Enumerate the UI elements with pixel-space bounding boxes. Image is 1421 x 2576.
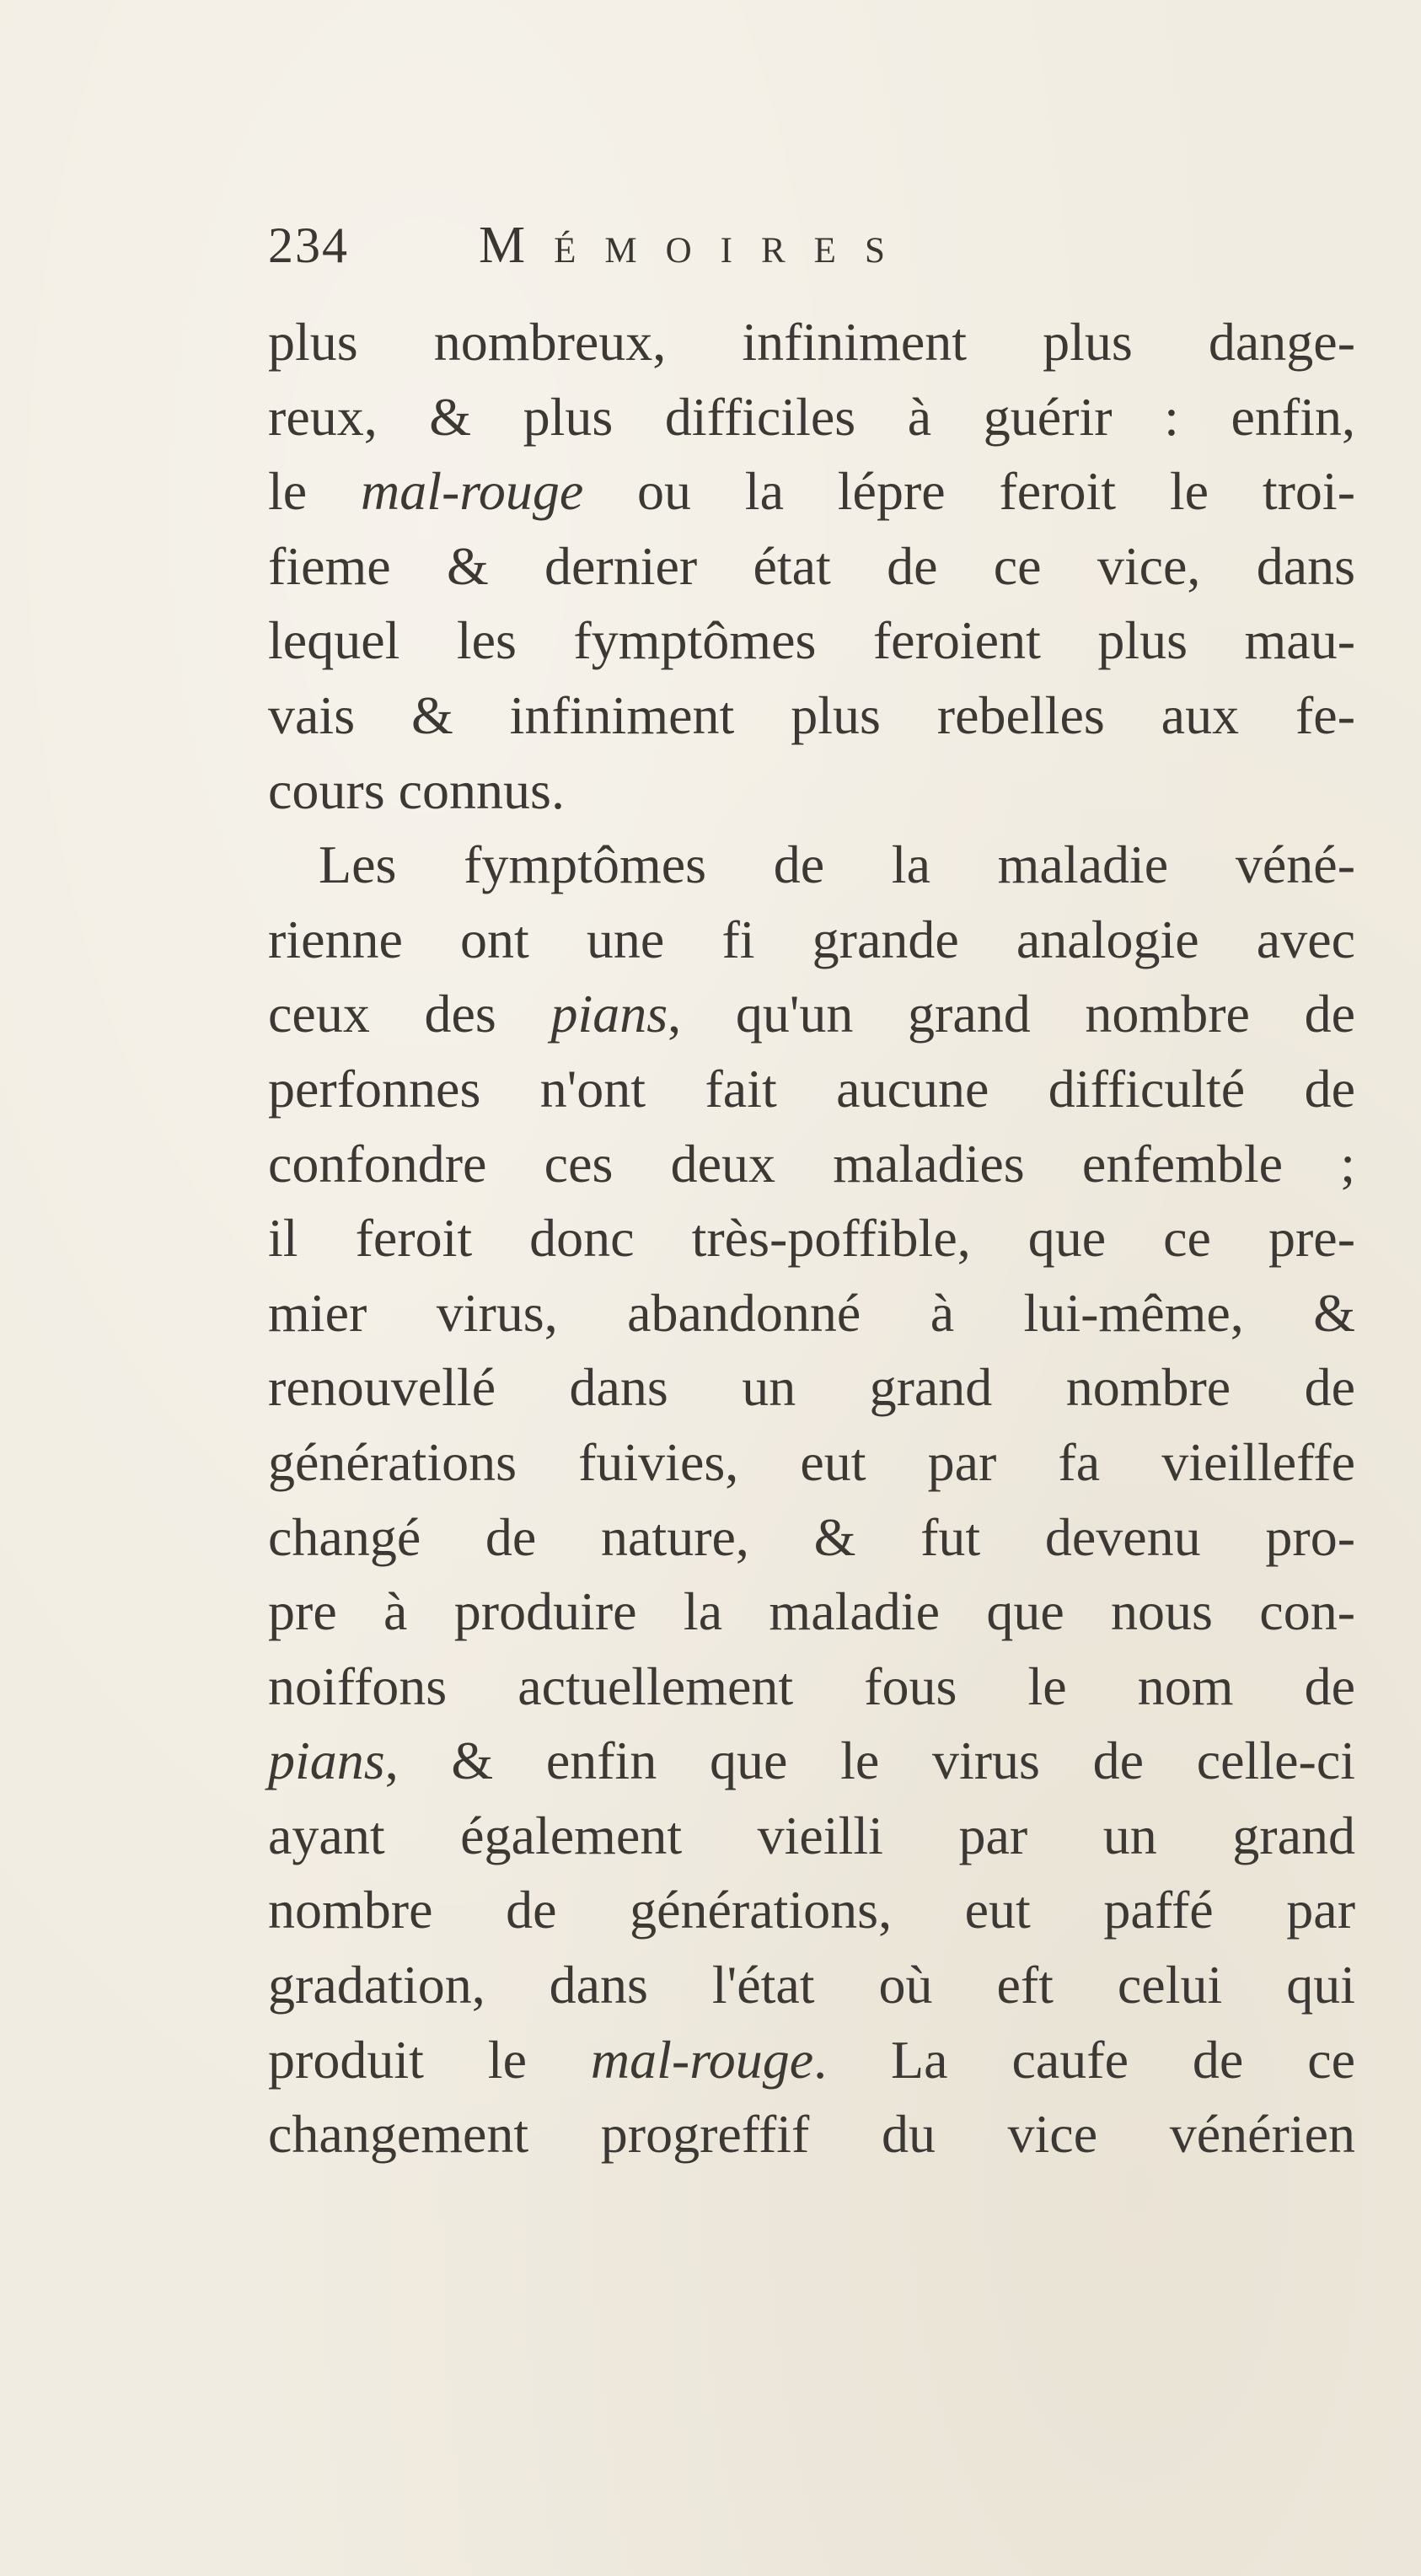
text-segment: noiffons actuellement fous le nom de: [268, 1656, 1355, 1716]
page-number: 234: [268, 217, 349, 273]
body-text: [268, 305, 1355, 2172]
text-line: [268, 1201, 1355, 1276]
text-segment: il feroit donc très-poffible, que ce pre-: [268, 1208, 1355, 1269]
text-segment: lequel les fymptômes feroient plus mau-: [268, 610, 1355, 671]
text-segment: changé de nature, & fut devenu pro-: [268, 1506, 1355, 1567]
text-segment: produit le: [268, 2029, 591, 2090]
text-line: [268, 1425, 1355, 1500]
text-segment: confondre ces deux maladies enfemble ;: [268, 1133, 1355, 1194]
running-head: [268, 207, 1195, 283]
text-segment: , qu'un grand nombre de: [668, 984, 1355, 1044]
italic-term: pians: [550, 984, 668, 1044]
text-segment: . La caufe de ce: [813, 2029, 1355, 2090]
text-line: [268, 977, 1355, 1052]
text-line: [268, 754, 1355, 829]
text-line: [268, 604, 1355, 679]
text-segment: plus nombreux, infiniment plus dange-: [268, 312, 1355, 372]
text-segment: nombre de générations, eut paffé par: [268, 1880, 1355, 1940]
text-segment: cours connus.: [268, 759, 565, 820]
text-segment: reux, & plus difficiles à guérir : enfin,: [268, 386, 1355, 447]
text-segment: ceux des: [268, 984, 551, 1044]
text-line: [268, 679, 1355, 754]
text-line: [268, 1948, 1355, 2023]
text-line: [268, 529, 1355, 604]
text-segment: gradation, dans l'état où eft celui qui: [268, 1955, 1355, 2015]
text-line: [268, 305, 1355, 380]
text-line: [268, 1650, 1355, 1725]
italic-term: mal-rouge: [360, 461, 584, 522]
text-line: [268, 2097, 1355, 2172]
text-line: [268, 1799, 1355, 1874]
text-segment: Les fymptômes de la maladie véné-: [319, 835, 1355, 895]
text-segment: le: [268, 461, 361, 522]
text-segment: , & enfin que le virus de celle-ci: [384, 1731, 1355, 1791]
text-segment: fieme & dernier état de ce vice, dans: [268, 535, 1355, 596]
text-segment: mier virus, abandonné à lui-même, &: [268, 1282, 1355, 1343]
text-line: [268, 1873, 1355, 1948]
text-line: [268, 1127, 1355, 1202]
text-segment: rienne ont une fi grande analogie avec: [268, 909, 1355, 969]
italic-term: pians: [268, 1731, 385, 1791]
text-segment: ayant également vieilli par un grand: [268, 1805, 1355, 1865]
text-line: [268, 1575, 1355, 1650]
text-line: [268, 454, 1355, 529]
text-line: [268, 2023, 1355, 2098]
text-segment: changement progreffif du vice vénérien: [268, 2104, 1355, 2165]
text-line: [268, 828, 1355, 903]
text-line: [268, 380, 1355, 455]
text-segment: pre à produire la maladie que nous con-: [268, 1581, 1355, 1642]
text-line: [268, 1052, 1355, 1127]
text-line: [268, 903, 1355, 978]
text-segment: vais & infiniment plus rebelles aux fe-: [268, 684, 1355, 745]
text-line: [268, 1724, 1355, 1799]
text-line: [268, 1500, 1355, 1575]
text-line: [268, 1350, 1355, 1425]
text-segment: perfonnes n'ont fait aucune difficulté de: [268, 1058, 1355, 1119]
text-segment: renouvellé dans un grand nombre de: [268, 1357, 1355, 1418]
running-title: Mémoires: [479, 217, 914, 274]
text-segment: ou la lépre feroit le troi-: [583, 461, 1356, 522]
text-segment: générations fuivies, eut par fa vieilleffe: [268, 1431, 1355, 1492]
text-line: [268, 1276, 1355, 1351]
italic-term: mal-rouge: [590, 2029, 814, 2090]
